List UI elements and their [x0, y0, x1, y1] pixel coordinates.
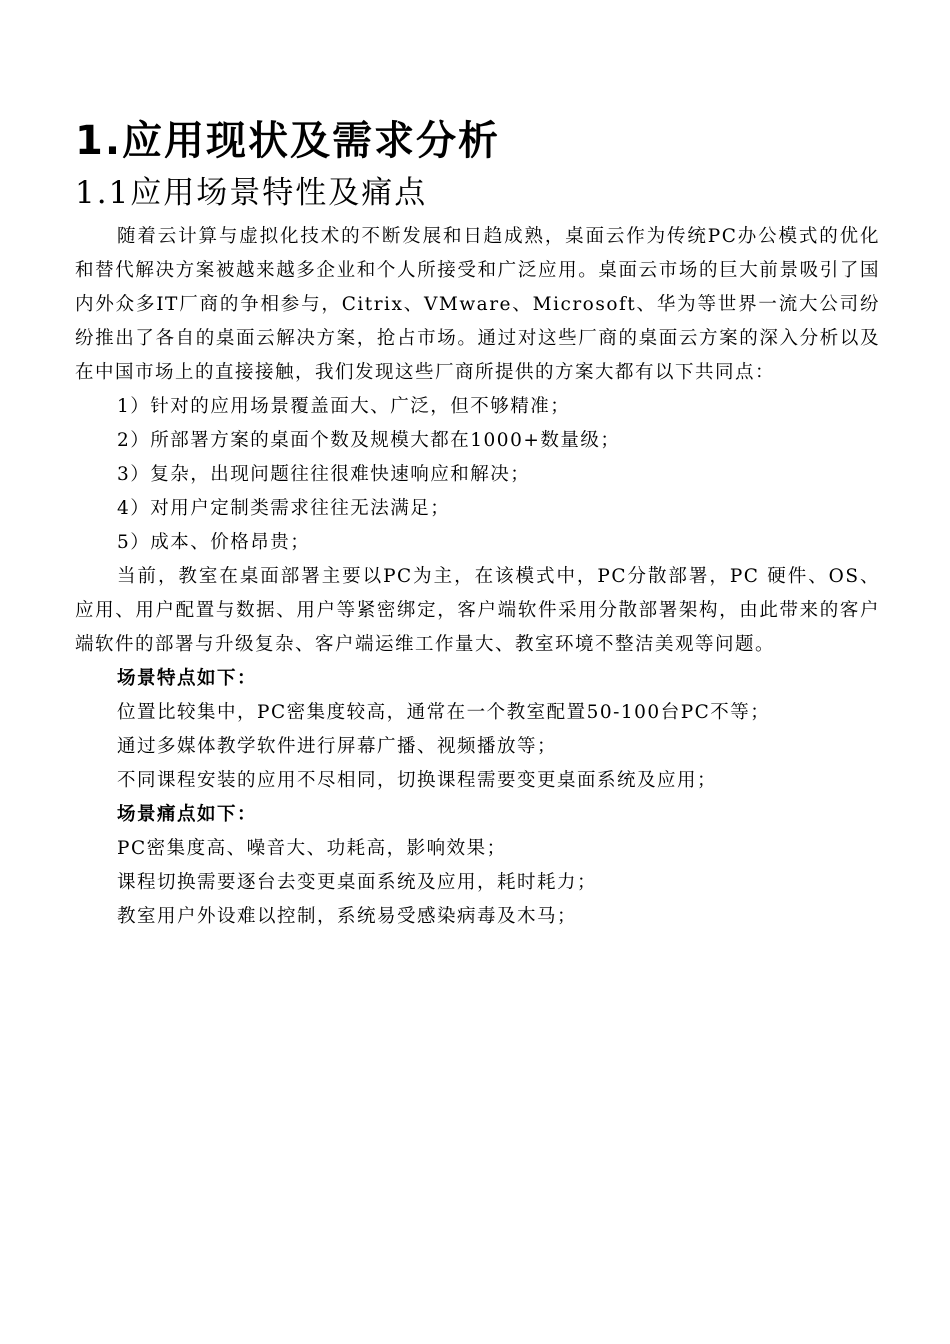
pain-point-item: 教室用户外设难以控制，系统易受感染病毒及木马； — [117, 906, 578, 927]
feature-item: 通过多媒体教学软件进行屏幕广播、视频播放等； — [117, 736, 558, 757]
feature-item: 不同课程安装的应用不尽相同，切换课程需要变更桌面系统及应用； — [117, 770, 718, 791]
common-point-item: 5）成本、价格昂贵； — [117, 532, 311, 553]
section-heading: 1.应用现状及需求分析 — [75, 118, 501, 164]
common-point-item: 1）针对的应用场景覆盖面大、广泛，但不够精准； — [117, 396, 571, 417]
pain-point-item: PC密集度高、噪音大、功耗高，影响效果； — [117, 838, 507, 859]
intro-paragraph: 随着云计算与虚拟化技术的不断发展和日趋成熟，桌面云作为传统PC办公模式的优化和替代解决方案被越来越多企业和个人所接受和广泛应用。桌面云市场的巨大前景吸引了国内外众多IT厂商的争相参与，Citrix、VMware、Microsoft、华为等世界一流大公司纷纷推出了各自的桌面云解决方案，抢占市场。通过对这些厂商的桌面云方案的深入分析以及在中国市场上的直接接触，我们发现这些厂商所提供的方案大都有以下共同点： — [75, 226, 880, 383]
pain-point-item: 课程切换需要逐台去变更桌面系统及应用，耗时耗力； — [117, 872, 598, 893]
common-point-item: 4）对用户定制类需求往往无法满足； — [117, 498, 451, 519]
document-body — [75, 112, 880, 934]
subsection-heading: 1.1应用场景特性及痛点 — [75, 175, 428, 211]
common-point-item: 3）复杂，出现问题往往很难快速响应和解决； — [117, 464, 531, 485]
feature-item: 位置比较集中，PC密集度较高，通常在一个教室配置50-100台PC不等； — [117, 702, 771, 723]
pain-points-title: 场景痛点如下： — [117, 804, 258, 825]
features-title: 场景特点如下： — [117, 668, 258, 689]
current-situation-paragraph: 当前，教室在桌面部署主要以PC为主，在该模式中，PC分散部署，PC 硬件、OS、应用、用户配置与数据、用户等紧密绑定，客户端软件采用分散部署架构，由此带来的客户端软件的部署与升级复杂、客户端运维工作量大、教室环境不整洁美观等问题。 — [75, 566, 880, 655]
common-point-item: 2）所部署方案的桌面个数及规模大都在1000+数量级； — [117, 430, 621, 451]
